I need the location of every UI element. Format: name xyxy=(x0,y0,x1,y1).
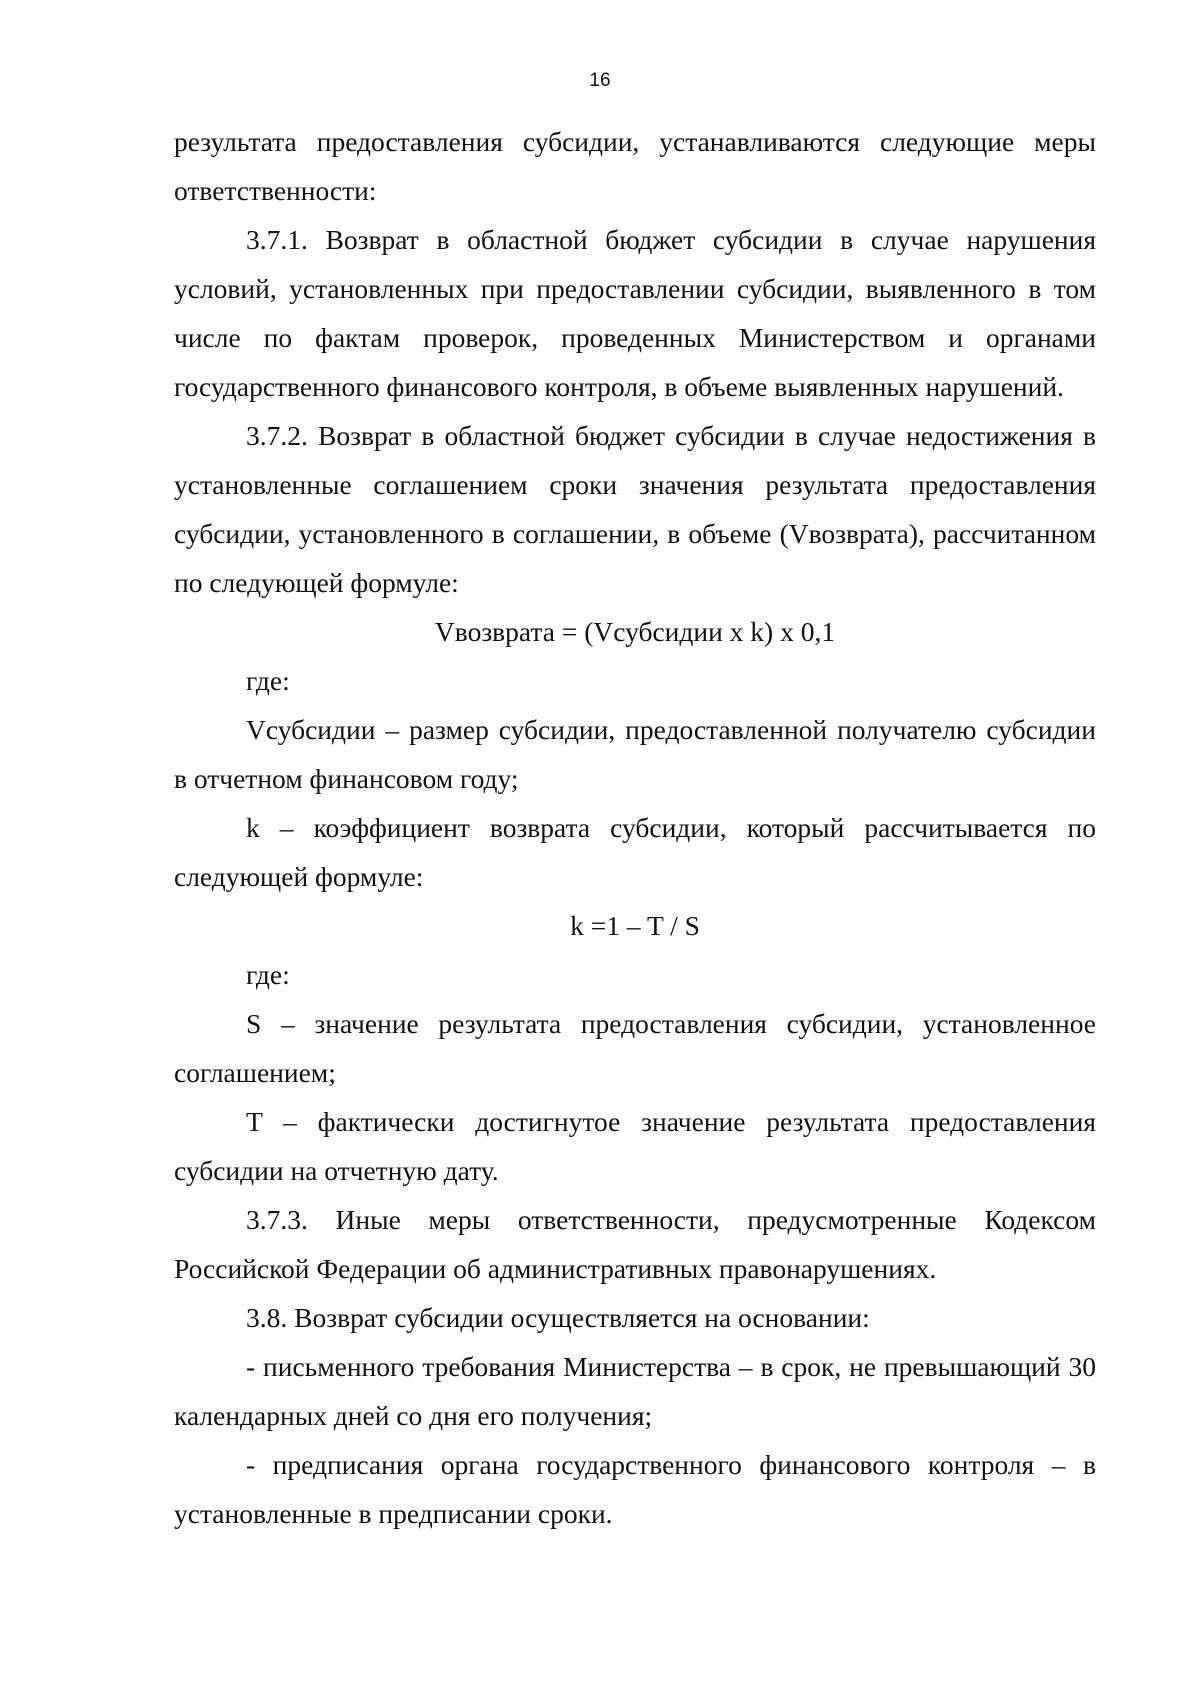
where-label: где: xyxy=(246,665,290,696)
definition-v-subsidy: Vсубсидии – размер субсидии, предоставленной получателю субсидии в отчетном финансовом году; xyxy=(174,714,1096,794)
formula-return-volume: Vвозврата = (Vсубсидии x k) x 0,1 xyxy=(434,616,836,647)
where-label: где: xyxy=(246,959,290,990)
definition-k: k – коэффициент возврата субсидии, который рассчитывается по следующей формуле: xyxy=(174,812,1096,892)
page-number: 16 xyxy=(589,70,611,91)
list-item-ministry-request: - письменного требования Министерства – в срок, не превышающий 30 календарных дней со дня его получения; xyxy=(174,1351,1096,1431)
list-item-control-order: - предписания органа государственного финансового контроля – в установленные в предписании сроки. xyxy=(174,1449,1096,1529)
paragraph-continuation: результата предоставления субсидии, устанавливаются следующие меры ответственности: xyxy=(174,126,1096,206)
clause-3-7-3: 3.7.3. Иные меры ответственности, предусмотренные Кодексом Российской Федерации об административных правонарушениях. xyxy=(174,1204,1096,1284)
definition-s: S – значение результата предоставления субсидии, установленное соглашением; xyxy=(174,1008,1096,1088)
clause-3-7-2: 3.7.2. Возврат в областной бюджет субсидии в случае недостижения в установленные соглашением сроки значения результата предоставления субсидии, установленного в соглашении, в объеме (Vвозврата), рассчитанном по следующей формуле: xyxy=(174,420,1096,598)
definition-t: T – фактически достигнутое значение результата предоставления субсидии на отчетную дату. xyxy=(174,1106,1096,1186)
clause-3-8: 3.8. Возврат субсидии осуществляется на основании: xyxy=(246,1302,870,1333)
document-body xyxy=(174,117,1096,1538)
clause-3-7-1: 3.7.1. Возврат в областной бюджет субсидии в случае нарушения условий, установленных при предоставлении субсидии, выявленного в том числе по фактам проверок, проведенных Министерством и органами государственного финансового контроля, в объеме выявленных нарушений. xyxy=(174,224,1096,402)
formula-k: k =1 – T / S xyxy=(570,910,700,941)
